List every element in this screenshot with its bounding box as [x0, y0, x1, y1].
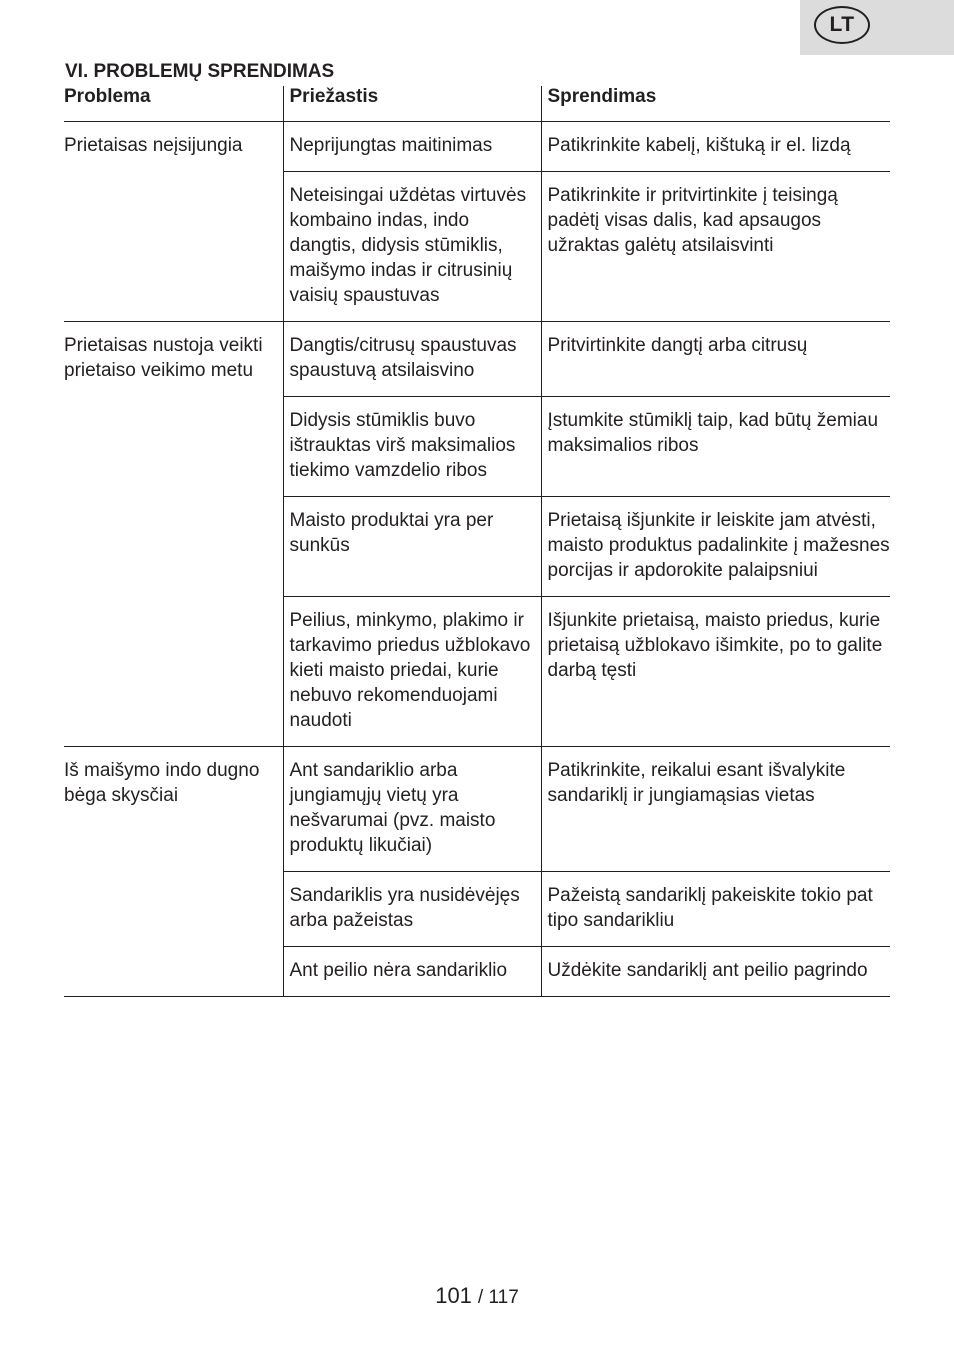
cause-cell: Neprijungtas maitinimas — [283, 122, 541, 172]
cause-cell: Ant sandariklio arba jungiamųjų vietų yra nešvarumai (pvz. maisto produktų likučiai) — [283, 747, 541, 872]
table-row — [64, 747, 890, 872]
page-current: 101 — [435, 1283, 472, 1308]
solution-cell: Prietaisą išjunkite ir leiskite jam atvėsti, maisto produktus padalinkite į mažesnes porcijas ir apdorokite palaipsniui — [541, 497, 890, 597]
cause-cell: Maisto produktai yra per sunkūs — [283, 497, 541, 597]
solution-cell: Patikrinkite, reikalui esant išvalykite sandariklį ir jungiamąsias vietas — [541, 747, 890, 872]
cause-cell: Peilius, minkymo, plakimo ir tarkavimo priedus užblokavo kieti maisto priedai, kurie nebuvo rekomenduojami naudoti — [283, 597, 541, 747]
table-row — [64, 322, 890, 397]
section-title: VI. PROBLEMŲ SPRENDIMAS — [65, 61, 335, 82]
cause-cell: Neteisingai uždėtas virtuvės kombaino indas, indo dangtis, didysis stūmiklis, maišymo indas ir citrusinių vaisių spaustuvas — [283, 172, 541, 322]
solution-cell: Patikrinkite kabelį, kištuką ir el. lizdą — [541, 122, 890, 172]
cause-cell: Sandariklis yra nusidėvėjęs arba pažeistas — [283, 872, 541, 947]
problem-cell: Iš maišymo indo dugno bėga skysčiai — [64, 747, 283, 997]
solution-cell: Išjunkite prietaisą, maisto priedus, kurie prietaisą užblokavo išimkite, po to galite darbą tęsti — [541, 597, 890, 747]
cause-cell: Didysis stūmiklis buvo ištrauktas virš maksimalios tiekimo vamzdelio ribos — [283, 397, 541, 497]
solution-cell: Patikrinkite ir pritvirtinkite į teisingą padėtį visas dalis, kad apsaugos užraktas galėtų atsilaisvinti — [541, 172, 890, 322]
cause-cell: Ant peilio nėra sandariklio — [283, 947, 541, 997]
language-badge: LT — [814, 6, 870, 44]
header-cause: Priežastis — [283, 86, 541, 122]
page-number — [0, 1283, 954, 1309]
problem-cell: Prietaisas nustoja veikti prietaiso veikimo metu — [64, 322, 283, 747]
solution-cell: Įstumkite stūmiklį taip, kad būtų žemiau maksimalios ribos — [541, 397, 890, 497]
solution-cell: Uždėkite sandariklį ant peilio pagrindo — [541, 947, 890, 997]
problem-cell: Prietaisas neįsijungia — [64, 122, 283, 322]
cause-cell: Dangtis/citrusų spaustuvas spaustuvą atsilaisvino — [283, 322, 541, 397]
table-row — [64, 122, 890, 172]
solution-cell: Pritvirtinkite dangtį arba citrusų — [541, 322, 890, 397]
header-problem: Problema — [64, 86, 151, 107]
solution-cell: Pažeistą sandariklį pakeiskite tokio pat tipo sandarikliu — [541, 872, 890, 947]
table-header-row — [64, 86, 890, 122]
header-solution: Sprendimas — [541, 86, 890, 122]
page-total: / 117 — [477, 1287, 519, 1308]
troubleshooting-table — [64, 86, 890, 997]
